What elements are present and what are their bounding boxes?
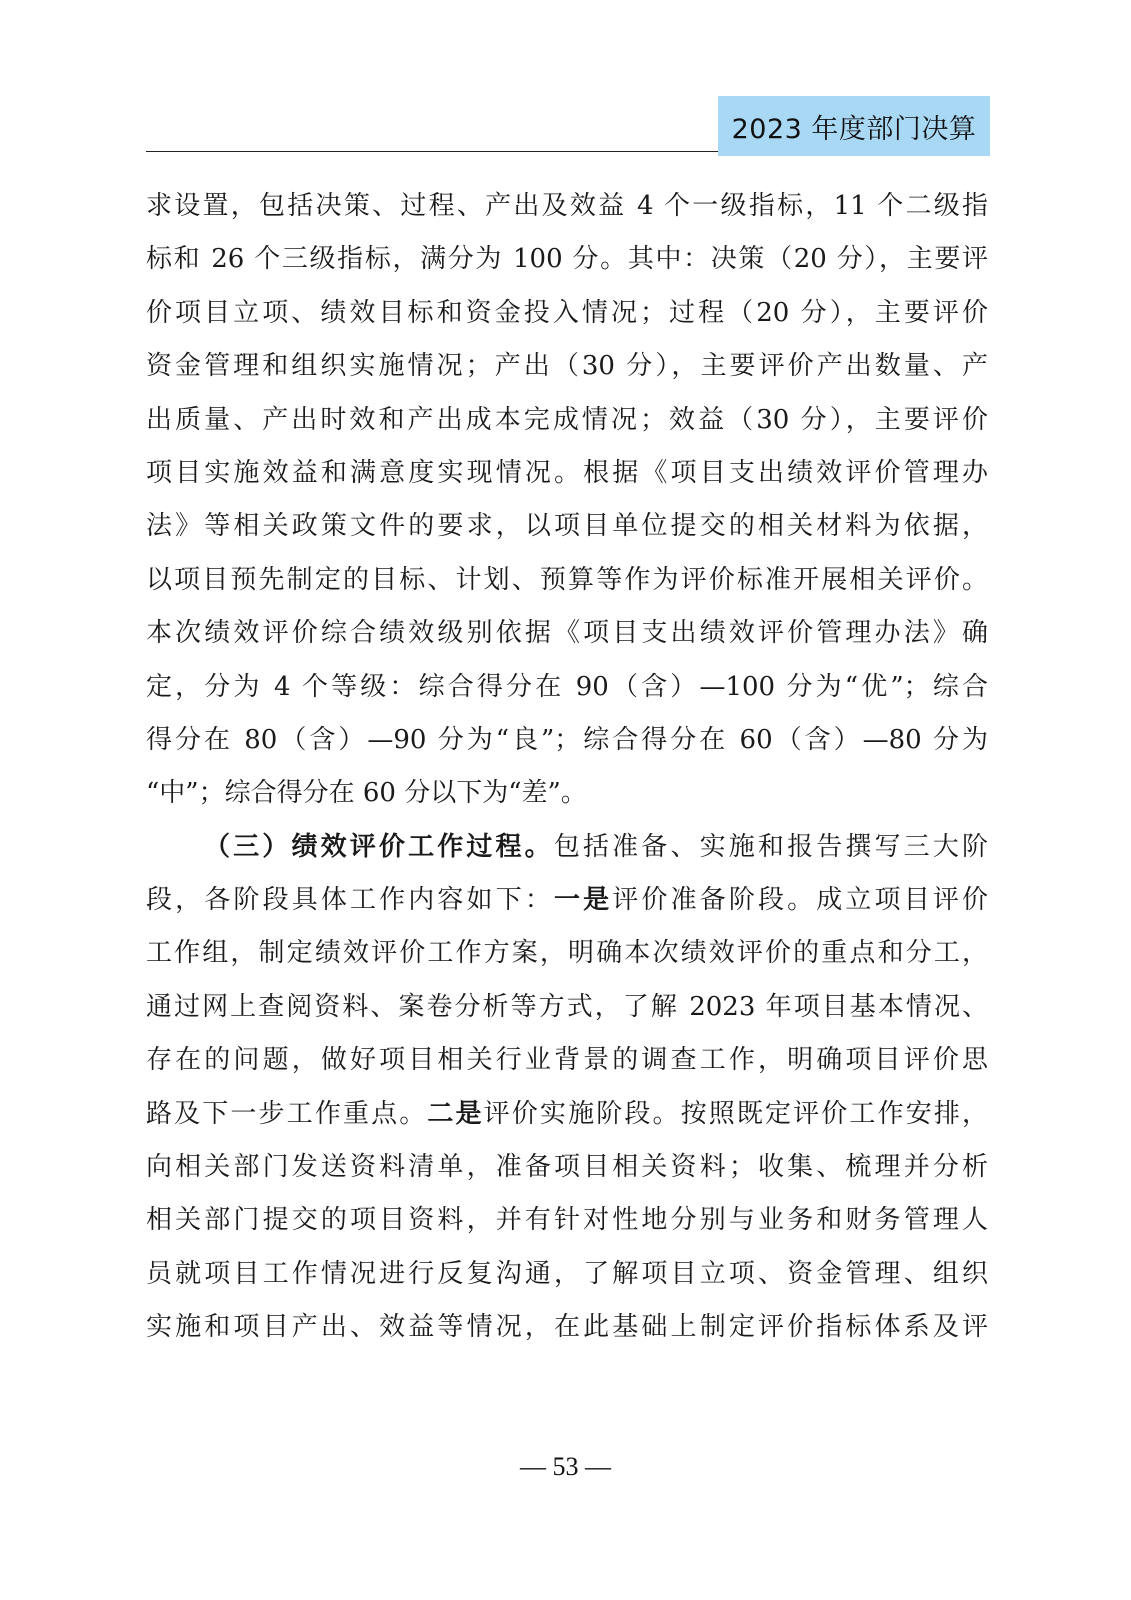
text-fragment: 路及下一步工作重点。	[146, 1098, 428, 1129]
text-line: 以项目预先制定的目标、计划、预算等作为评价标准开展相关评价。	[146, 564, 988, 595]
body-text	[146, 180, 988, 1355]
text-line: 向相关部门发送资料清单，准备项目相关资料；收集、梳理并分析	[146, 1152, 988, 1183]
text-line: 本次绩效评价综合绩效级别依据《项目支出绩效评价管理办法》确	[146, 618, 988, 649]
text-line: 项目实施效益和满意度实现情况。根据《项目支出绩效评价管理办	[146, 457, 988, 488]
text-line: 定，分为 4 个等级：综合得分在 90（含）—100 分为“优”；综合	[146, 671, 988, 702]
text-line	[146, 874, 988, 927]
text-line: 价项目立项、绩效目标和资金投入情况；过程（20 分），主要评价	[146, 297, 988, 328]
text-line: 标和 26 个三级指标，满分为 100 分。其中：决策（20 分），主要评	[146, 244, 988, 275]
text-line: 员就项目工作情况进行反复沟通，了解项目立项、资金管理、组织	[146, 1258, 988, 1289]
section-3-text: 包括准备、实施和报告撰写三大阶	[553, 831, 988, 862]
emphasis-first: 一是	[553, 885, 613, 916]
emphasis-second: 二是	[427, 1098, 484, 1129]
text-line: 相关部门提交的项目资料，并有针对性地分别与业务和财务管理人	[146, 1205, 988, 1236]
text-line: 实施和项目产出、效益等情况，在此基础上制定评价指标体系及评	[146, 1312, 988, 1343]
header-rule	[146, 151, 718, 152]
text-fragment: 评价实施阶段。按照既定评价工作安排，	[483, 1098, 988, 1129]
text-line	[146, 1088, 988, 1141]
text-line: 工作组，制定绩效评价工作方案，明确本次绩效评价的重点和分工，	[146, 938, 988, 969]
page-number: — 53 —	[520, 1452, 611, 1481]
text-line: 资金管理和组织实施情况；产出（30 分），主要评价产出数量、产	[146, 351, 988, 382]
text-line: 得分在 80（含）—90 分为“良”；综合得分在 60（含）—80 分为	[146, 724, 988, 755]
text-line: 存在的问题，做好项目相关行业背景的调查工作，明确项目评价思	[146, 1045, 988, 1076]
section-3-heading: （三）绩效评价工作过程。	[204, 831, 554, 862]
text-line: 出质量、产出时效和产出成本完成情况；效益（30 分），主要评价	[146, 404, 988, 435]
text-fragment: 段，各阶段具体工作内容如下：	[146, 885, 554, 916]
section-3-first-line	[146, 821, 988, 874]
text-line: 求设置，包括决策、过程、产出及效益 4 个一级指标，11 个二级指	[146, 191, 988, 221]
header-title: 2023 年度部门决算	[718, 96, 990, 156]
text-line: “中”；综合得分在 60 分以下为“差”。	[146, 778, 587, 809]
text-fragment: 评价准备阶段。成立项目评价	[612, 885, 988, 916]
text-line: 通过网上查阅资料、案卷分析等方式，了解 2023 年项目基本情况、	[146, 991, 988, 1022]
text-line: 法》等相关政策文件的要求，以项目单位提交的相关材料为依据，	[146, 511, 988, 542]
